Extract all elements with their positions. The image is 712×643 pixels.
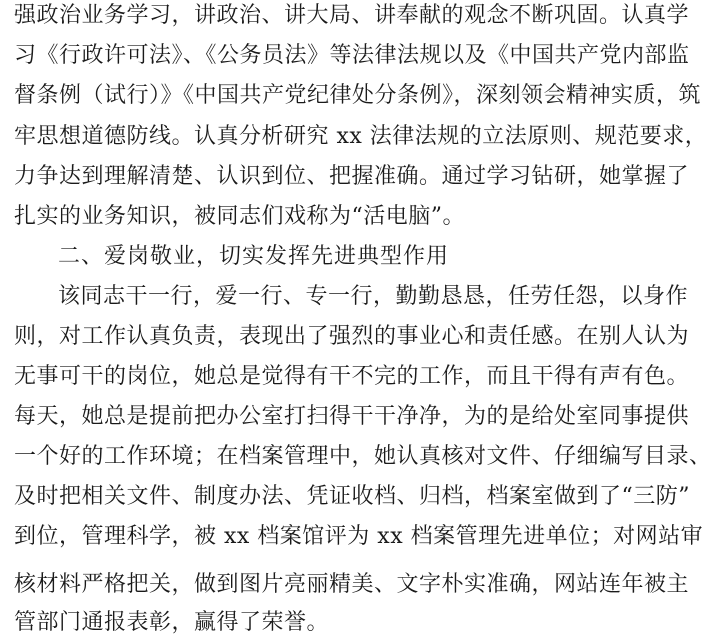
paragraph-1-line-2: 习《行政许可法》、《公务员法》等法律法规以及《中国共产党内部监 — [14, 43, 690, 68]
paragraph-2-line-4: 每天，她总是提前把办公室打扫得干干净净，为的是给处室同事提供 — [14, 404, 690, 429]
paragraph-2-line-5: 一个好的工作环境；在档案管理中，她认真核对文件、仔细编写目录、 — [14, 444, 712, 469]
paragraph-2-line-6: 及时把相关文件、制度办法、凭证收档、归档，档案室做到了“三防” — [14, 484, 690, 509]
paragraph-3-line-2: 管部门通报表彰，赢得了荣誉。 — [14, 610, 330, 635]
paragraph-2-line-1: 该同志干一行，爱一行、专一行，勤勤恳恳，任劳任怨，以身作 — [58, 284, 689, 309]
section-heading: 二、爱岗敬业，切实发挥先进典型作用 — [58, 244, 450, 269]
paragraph-1-line-3: 督条例（试行）》《中国共产党纪律处分条例》，深刻领会精神实质，筑 — [14, 83, 702, 108]
paragraph-1-line-4: 牢思想道德防线。认真分析研究 xx 法律法规的立法原则、规范要求， — [14, 124, 708, 149]
paragraph-1-line-6: 扎实的业务知识，被同志们戏称为“活电脑”。 — [14, 204, 465, 229]
paragraph-2-line-7: 到位，管理科学，被 xx 档案馆评为 xx 档案管理先进单位；对网站审 — [14, 524, 704, 549]
paragraph-1-line-1: 强政治业务学习，讲政治、讲大局、讲奉献的观念不断巩固。认真学 — [14, 3, 690, 28]
paragraph-2-line-2: 则，对工作认真负责，表现出了强烈的事业心和责任感。在别人认为 — [14, 324, 690, 349]
paragraph-2-line-3: 无事可干的岗位，她总是觉得有干不完的工作，而且干得有声有色。 — [14, 364, 690, 389]
paragraph-3-line-1: 核材料严格把关，做到图片亮丽精美、文字朴实准确，网站连年被主 — [14, 572, 690, 597]
paragraph-1-line-5: 力争达到理解清楚、认识到位、把握准确。通过学习钻研，她掌握了 — [14, 164, 690, 189]
